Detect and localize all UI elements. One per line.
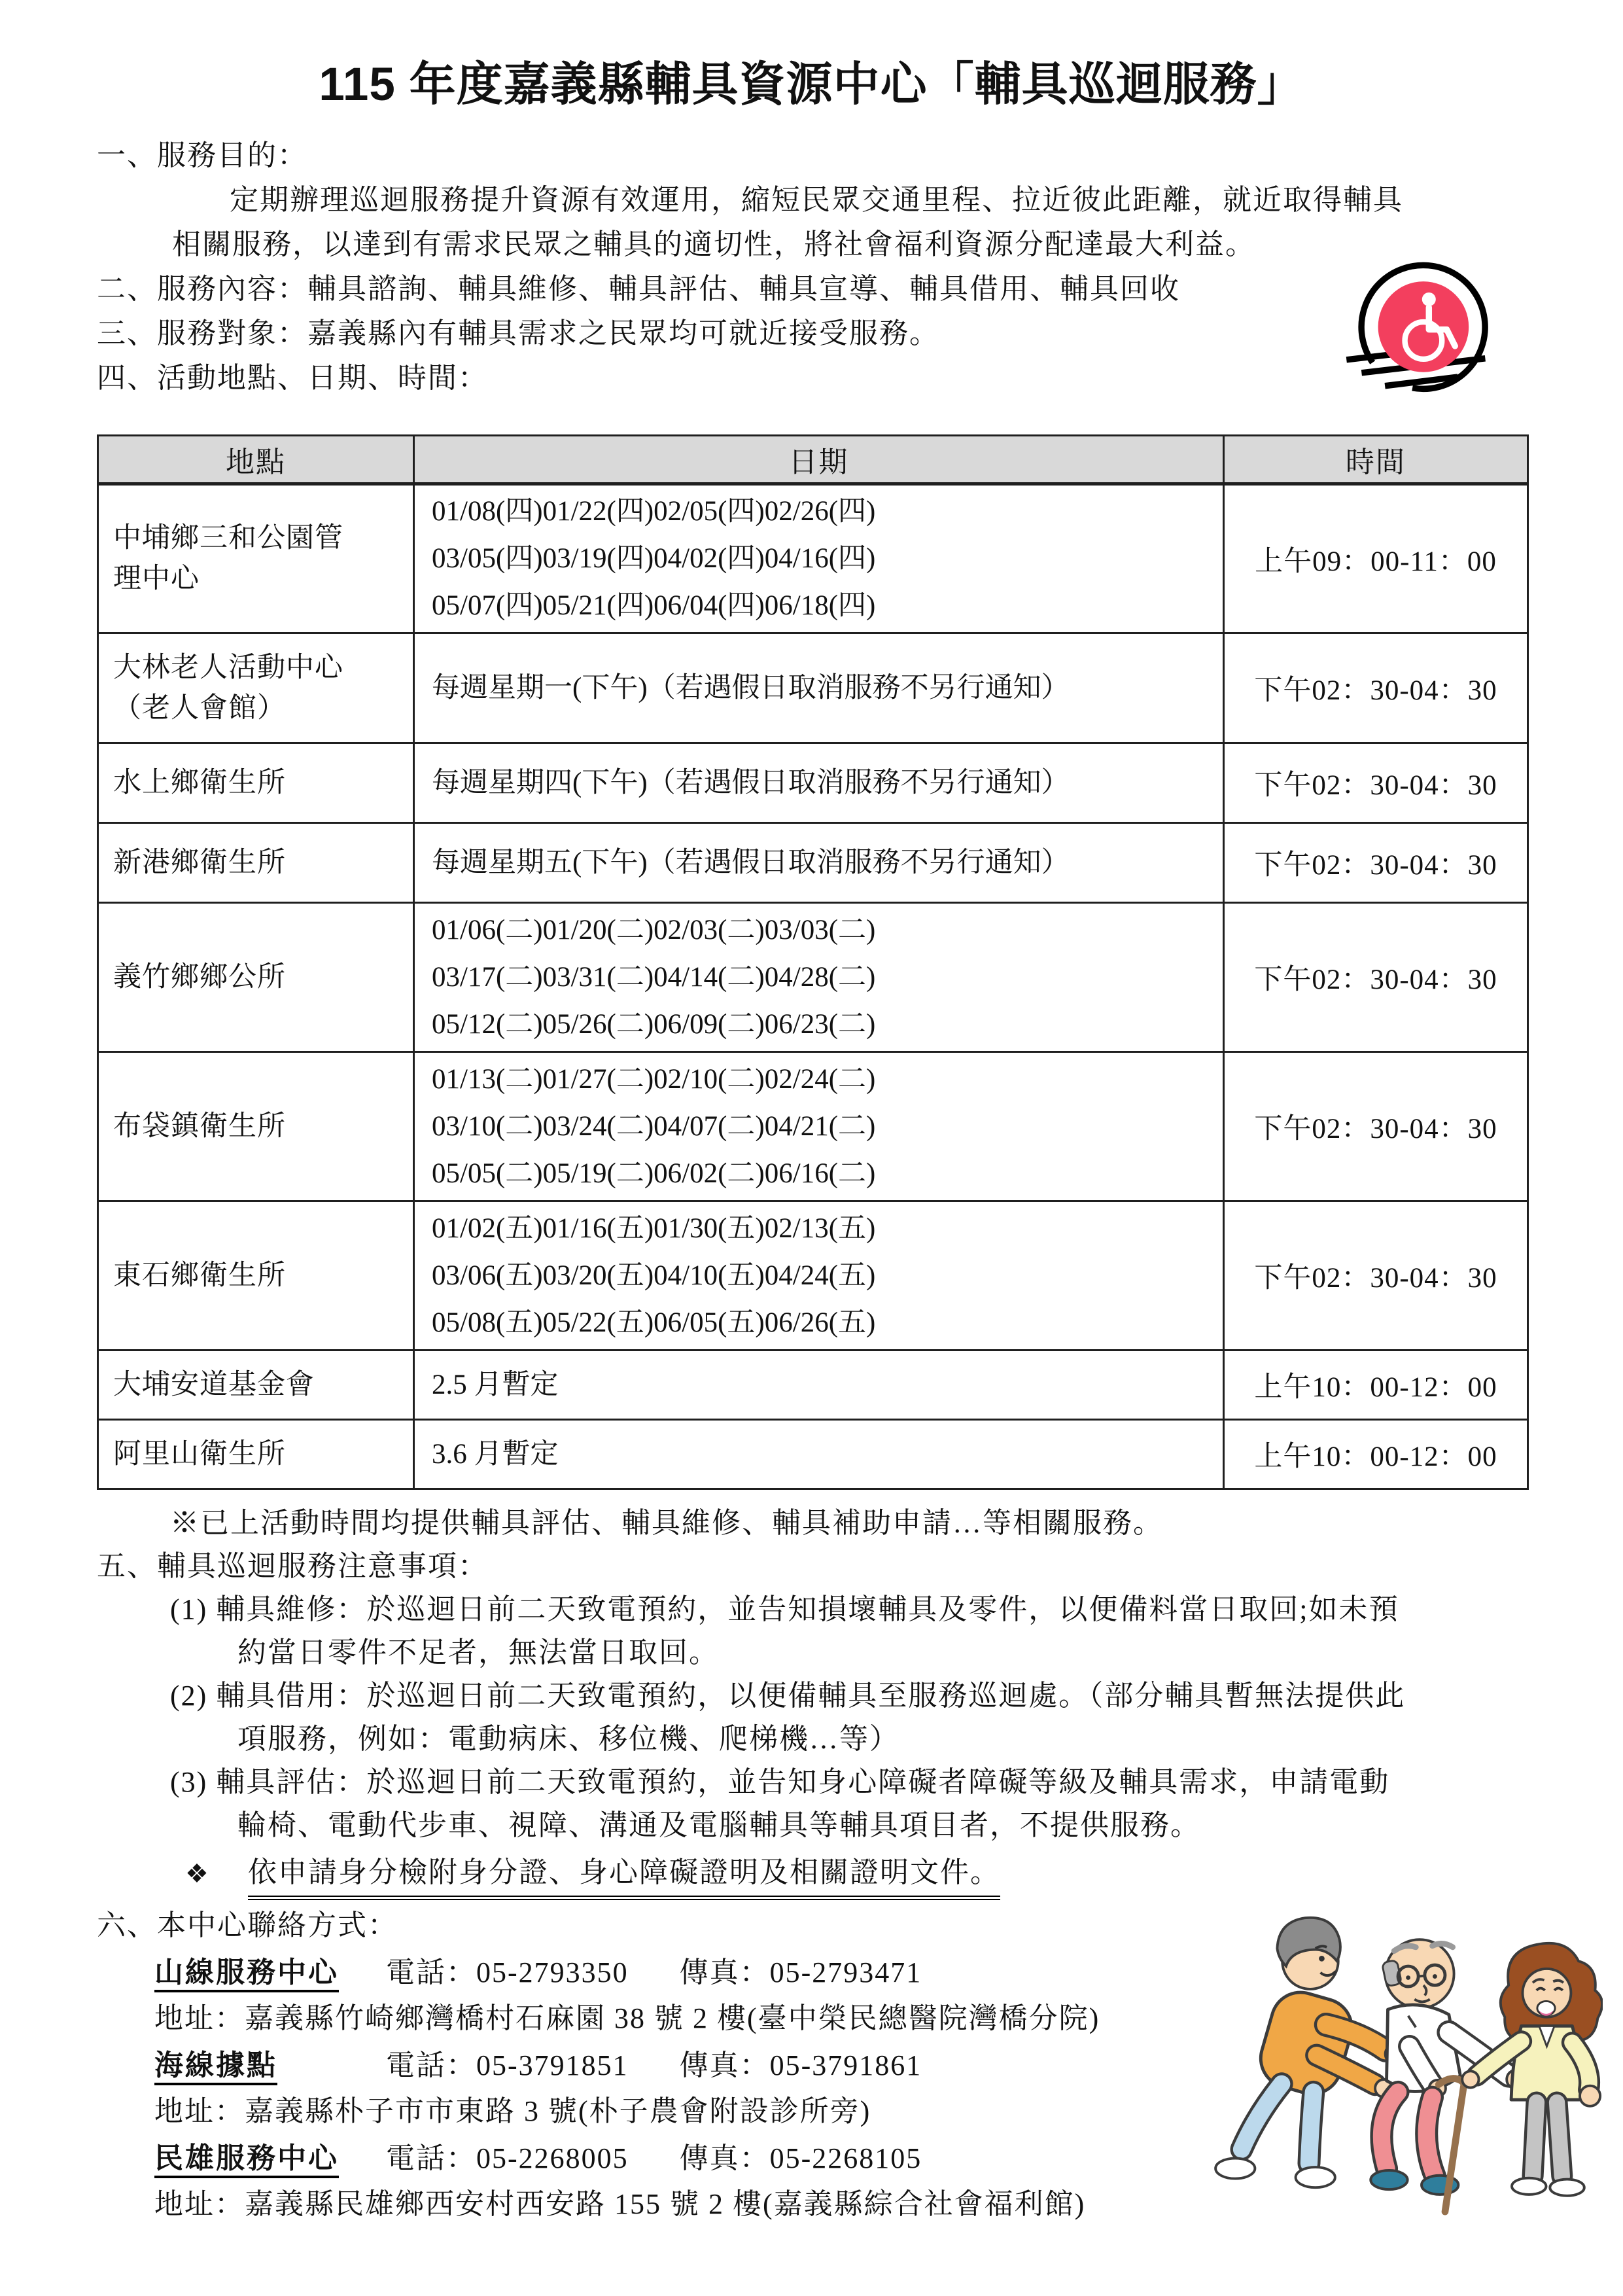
section-4: 四、活動地點、日期、時間：: [97, 362, 488, 394]
table-header-row: [98, 436, 1528, 484]
time-cell: 下午02：30-04：30: [1224, 633, 1528, 743]
dates-cell: 3.6 月暫定: [414, 1420, 1224, 1489]
section-2: 二、服務內容：輔具諮詢、輔具維修、輔具評估、輔具宣導、輔具借用、輔具回收: [97, 273, 1180, 305]
location-cell: 大林老人活動中心 （老人會館）: [98, 633, 414, 743]
star-note: ※已上活動時間均提供輔具評估、輔具維修、輔具補助申請…等相關服務。: [170, 1507, 1163, 1539]
contact-fax: 傳真：05-2793471: [679, 1956, 922, 1988]
contact-name: 山線服務中心: [154, 1956, 339, 1992]
section-6-heading: 六、本中心聯絡方式：: [97, 1909, 398, 1941]
note-item-3-line2: 輪椅、電動代步車、視障、溝通及電腦輔具等輔具項目者，不提供服務。: [237, 1809, 1200, 1841]
table-row: [98, 1201, 1528, 1351]
section-1-line2: 相關服務，以達到有需求民眾之輔具的適切性，將社會福利資源分配達最大利益。: [172, 228, 1255, 260]
time-cell: 下午02：30-04：30: [1224, 1052, 1528, 1201]
col-header-location: 地點: [98, 436, 414, 484]
table-row: [98, 1351, 1528, 1420]
section-1-heading: 一、服務目的：: [97, 139, 307, 171]
table-row: [98, 1420, 1528, 1489]
smiling-woman: [1462, 1943, 1602, 2196]
table-row: [98, 484, 1528, 633]
elderly-assist-illustration: [1196, 1890, 1603, 2246]
contact-address: 地址：嘉義縣民雄鄉西安村西安路 155 號 2 樓(嘉義縣綜合社會福利館): [154, 2188, 1086, 2220]
time-cell: 下午02：30-04：30: [1224, 743, 1528, 823]
location-cell: 新港鄉衛生所: [98, 823, 414, 903]
section-1-body: [172, 178, 1526, 267]
section-5-heading: 五、輔具巡迴服務注意事項：: [97, 1550, 488, 1582]
section-1-line1: 定期辦理巡迴服務提升資源有效運用，縮短民眾交通里程、拉近彼此距離，就近取得輔具: [230, 184, 1403, 216]
note-item-2-line2: 項服務，例如：電動病床、移位機、爬梯機…等）: [237, 1723, 899, 1755]
service-schedule-table: [97, 434, 1529, 1490]
section-3: 三、服務對象：嘉義縣內有輔具需求之民眾均可就近接受服務。: [97, 317, 939, 349]
time-cell: 下午02：30-04：30: [1224, 823, 1528, 903]
contact-phone: 電話：05-3791851: [386, 2049, 629, 2081]
elderly-man: [1370, 1939, 1526, 2212]
dates-cell: 2.5 月暫定: [414, 1351, 1224, 1420]
note-item-1-line2: 約當日零件不足者，無法當日取回。: [237, 1636, 719, 1669]
diamond-note-text: 依申請身分檢附身分證、身心障礙證明及相關證明文件。: [248, 1852, 1000, 1900]
location-cell: 義竹鄉鄉公所: [98, 903, 414, 1052]
contact-fax: 傳真：05-3791861: [679, 2049, 922, 2081]
location-cell: 阿里山衛生所: [98, 1420, 414, 1489]
time-cell: 上午09：00-11：00: [1224, 484, 1528, 633]
diamond-bullet-icon: ❖: [185, 1859, 209, 1888]
contact-address: 地址：嘉義縣竹崎鄉灣橋村石麻園 38 號 2 樓(臺中榮民總醫院灣橋分院): [154, 2002, 1100, 2034]
dates-cell: 每週星期五(下午)（若遇假日取消服務不另行通知）: [414, 823, 1224, 903]
dates-cell: 每週星期一(下午)（若遇假日取消服務不另行通知）: [414, 633, 1224, 743]
location-cell: 布袋鎮衛生所: [98, 1052, 414, 1201]
note-item-1-line1: (1) 輔具維修：於巡迴日前二天致電預約，並告知損壞輔具及零件，以便備料當日取回;如未預: [170, 1593, 1399, 1625]
contact-address: 地址：嘉義縣朴子市市東路 3 號(朴子農會附設診所旁): [154, 2095, 871, 2127]
contact-name: 海線據點: [154, 2049, 277, 2085]
location-cell: 大埔安道基金會: [98, 1351, 414, 1420]
location-cell: 東石鄉衛生所: [98, 1201, 414, 1351]
dates-cell: 01/02(五)01/16(五)01/30(五)02/13(五) 03/06(五)03/20(五)04/10(五)04/24(五) 05/08(五)05/22(五)06/05(五)06/26(五): [414, 1201, 1224, 1351]
page-title: 115 年度嘉義縣輔具資源中心「輔具巡迴服務」: [319, 59, 1304, 111]
contact-fax: 傳真：05-2268105: [679, 2142, 922, 2174]
note-item-3-line1: (3) 輔具評估：於巡迴日前二天致電預約，並告知身心障礙者障礙等級及輔具需求，申請電動: [170, 1766, 1390, 1798]
dates-cell: 01/08(四)01/22(四)02/05(四)02/26(四) 03/05(四)03/19(四)04/02(四)04/16(四) 05/07(四)05/21(四)06/04(四)06/18(四): [414, 484, 1224, 633]
dates-cell: 01/06(二)01/20(二)02/03(二)03/03(二) 03/17(二)03/31(二)04/14(二)04/28(二) 05/12(二)05/26(二)06/09(二)06/23(二): [414, 903, 1224, 1052]
table-row: [98, 1052, 1528, 1201]
time-cell: 上午10：00-12：00: [1224, 1351, 1528, 1420]
table-row: [98, 823, 1528, 903]
location-cell: 中埔鄉三和公園管 理中心: [98, 484, 414, 633]
dates-cell: 01/13(二)01/27(二)02/10(二)02/24(二) 03/10(二)03/24(二)04/07(二)04/21(二) 05/05(二)05/19(二)06/02(二)06/16(二): [414, 1052, 1224, 1201]
contact-phone: 電話：05-2793350: [386, 1956, 629, 1988]
contact-name: 民雄服務中心: [154, 2142, 339, 2178]
dates-cell: 每週星期四(下午)（若遇假日取消服務不另行通知）: [414, 743, 1224, 823]
wheelchair-icon: [1342, 255, 1507, 414]
table-row: [98, 633, 1528, 743]
location-cell: 水上鄉衛生所: [98, 743, 414, 823]
time-cell: 上午10：00-12：00: [1224, 1420, 1528, 1489]
col-header-date: 日期: [414, 436, 1224, 484]
contact-phone: 電話：05-2268005: [386, 2142, 629, 2174]
note-item-2-line1: (2) 輔具借用：於巡迴日前二天致電預約，以便備輔具至服務巡迴處。（部分輔具暫無法提供此: [170, 1680, 1406, 1712]
time-cell: 下午02：30-04：30: [1224, 1201, 1528, 1351]
table-row: [98, 903, 1528, 1052]
col-header-time: 時間: [1224, 436, 1528, 484]
time-cell: 下午02：30-04：30: [1224, 903, 1528, 1052]
table-row: [98, 743, 1528, 823]
